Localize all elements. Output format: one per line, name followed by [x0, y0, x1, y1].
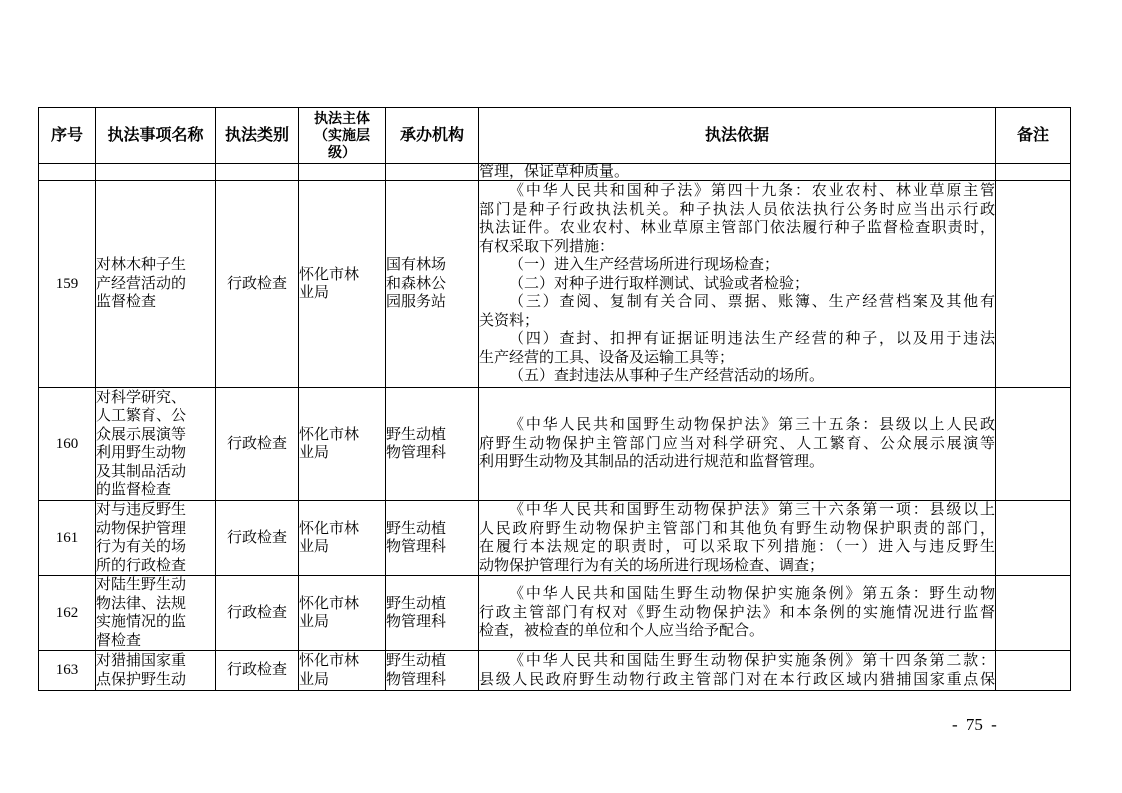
legal-basis-line: 检查，被检查的单位和个人应当给予配合。 [479, 623, 765, 640]
handling-agency-cell [386, 576, 479, 651]
handling-agency-cell [386, 388, 479, 501]
table-row [39, 651, 1071, 691]
header-handling-agency: 承办机构 [386, 108, 479, 164]
enforcement-subject-line: 怀化市林 [299, 595, 360, 612]
handling-agency-line: 物管理科 [386, 539, 447, 555]
enforcement-subject-line: 怀化市林 [299, 426, 360, 443]
header-subject-line: 执法主体 [314, 110, 370, 126]
item-name-line: 及其制品活动 [96, 463, 187, 480]
item-name-cell [96, 651, 216, 691]
legal-basis-line: 府野生动物保护主管部门应当对科学研究、人工繁育、公众展示展演等 [479, 435, 995, 452]
legal-basis-paragraph [479, 585, 995, 641]
remark-cell [996, 576, 1071, 651]
table-row [39, 576, 1071, 651]
item-name-line: 对猎捕国家重 [96, 653, 187, 669]
legal-basis-line: 《中华人民共和国陆生野生动物保护实施条例》第十四条第二款： [509, 653, 995, 669]
handling-agency-cell [386, 164, 479, 181]
legal-basis-cell [479, 576, 996, 651]
header-legal-basis: 执法依据 [479, 108, 996, 164]
item-name-cell [96, 181, 216, 388]
header-subject-line: （实施层 [314, 127, 370, 143]
item-number-cell [39, 181, 96, 388]
legal-basis-cell [479, 651, 996, 691]
enforcement-subject-cell [299, 164, 386, 181]
remark-cell [996, 501, 1071, 576]
handling-agency-line: 野生动植 [386, 595, 447, 612]
item-name-line: 督检查 [96, 632, 142, 649]
handling-agency-line: 野生动植 [386, 426, 447, 443]
handling-agency-line: 物管理科 [386, 671, 447, 688]
item-name-line: 物法律、法规 [96, 595, 187, 612]
item-name-line: 点保护野生动 [96, 671, 187, 688]
table-header [39, 108, 1071, 164]
item-number-cell [39, 501, 96, 576]
item-number: 161 [55, 529, 79, 546]
header-subject-line: 级） [328, 144, 356, 160]
enforcement-subject-line: 怀化市林 [299, 520, 360, 537]
enforcement-items-table [38, 107, 1071, 691]
item-number-cell [39, 576, 96, 651]
item-name-line: 对科学研究、 [96, 389, 187, 406]
item-name-line: 动物保护管理 [96, 520, 187, 537]
handling-agency-line: 国有林场 [386, 257, 447, 274]
enforcement-subject-line: 业局 [299, 671, 330, 688]
header-remark: 备注 [996, 108, 1071, 164]
legal-basis-line: 《中华人民共和国野生动物保护法》第三十六条第一项：县级以上 [509, 502, 995, 518]
item-name-line: 实施情况的监 [96, 614, 187, 630]
item-number: 160 [55, 435, 79, 452]
item-name-cell [96, 164, 216, 181]
legal-basis-paragraph [479, 416, 995, 472]
legal-basis-paragraph [479, 652, 995, 689]
item-name-line: 的监督检查 [96, 482, 172, 498]
enforcement-subject-line: 业局 [299, 614, 330, 630]
handling-agency-cell [386, 501, 479, 576]
legal-basis-paragraph [479, 501, 995, 575]
enforcement-subject-line: 怀化市林 [299, 266, 360, 283]
enforcement-type: 行政检查 [226, 529, 287, 546]
enforcement-subject-cell [299, 576, 386, 651]
legal-basis-line: （一）进入生产经营场所进行现场检查； [509, 257, 780, 274]
header-row [39, 108, 1071, 164]
legal-basis-line: （二）对种子进行取样测试、试验或者检验； [509, 275, 810, 292]
legal-basis-line: 人民政府野生动物保护主管部门和其他负有野生动物保护职责的部门， [479, 520, 995, 537]
legal-basis-line: 执法证件。农业农村、林业草原主管部门依法履行种子监督检查职责时， [479, 220, 995, 237]
remark-cell [996, 164, 1071, 181]
item-name-line: 行为有关的场 [96, 539, 187, 555]
legal-basis-line: （五）查封违法从事种子生产经营活动的场所。 [509, 368, 825, 385]
table-row [39, 181, 1071, 388]
item-number: 162 [55, 604, 79, 621]
enforcement-type-cell [216, 181, 299, 388]
item-number: 159 [55, 275, 79, 292]
legal-basis-line: 利用野生动物及其制品的活动进行规范和监督管理。 [479, 454, 825, 471]
legal-basis-cell [479, 181, 996, 388]
item-name-cell [96, 388, 216, 501]
item-name-line: 人工繁育、公 [96, 408, 187, 424]
enforcement-subject-cell [299, 388, 386, 501]
enforcement-subject-line: 怀化市林 [299, 653, 360, 669]
legal-basis-line: 生产经营的工具、设备及运输工具等； [479, 349, 735, 366]
legal-basis-paragraph [479, 367, 995, 386]
remark-cell [996, 388, 1071, 501]
enforcement-subject-cell [299, 181, 386, 388]
enforcement-type: 行政检查 [226, 435, 287, 452]
item-name-line: 对林木种子生 [96, 257, 187, 274]
legal-basis-paragraph [479, 182, 995, 256]
legal-basis-paragraph [479, 330, 995, 367]
item-number-cell [39, 164, 96, 181]
legal-basis-line: （三）查阅、复制有关合同、票据、账簿、生产经营档案及其他有 [509, 294, 995, 311]
item-number-cell [39, 388, 96, 501]
enforcement-subject-line: 业局 [299, 539, 330, 555]
enforcement-subject-cell [299, 501, 386, 576]
legal-basis-line: 县级人民政府野生动物行政主管部门对在本行政区域内猎捕国家重点保 [479, 671, 995, 688]
enforcement-type-cell [216, 501, 299, 576]
header-number: 序号 [39, 108, 96, 164]
enforcement-subject-line: 业局 [299, 285, 330, 301]
item-name-line: 所的行政检查 [96, 557, 187, 574]
legal-basis-line: 动物保护管理行为有关的场所进行现场检查、调查； [479, 557, 825, 574]
header-item-name: 执法事项名称 [96, 108, 216, 164]
table-row [39, 388, 1071, 501]
enforcement-type: 行政检查 [226, 275, 287, 292]
enforcement-type-cell [216, 388, 299, 501]
handling-agency-line: 野生动植 [386, 520, 447, 537]
handling-agency-cell [386, 181, 479, 388]
legal-basis-cell [479, 164, 996, 181]
legal-basis-paragraph [479, 293, 995, 330]
handling-agency-line: 物管理科 [386, 445, 447, 461]
table-row [39, 164, 1071, 181]
table-row [39, 501, 1071, 576]
enforcement-subject-cell [299, 651, 386, 691]
enforcement-type-cell [216, 164, 299, 181]
legal-basis-line: （四）查封、扣押有证据证明违法生产经营的种子，以及用于违法 [509, 331, 995, 348]
remark-cell [996, 181, 1071, 388]
legal-basis-line: 在履行本法规定的职责时，可以采取下列措施：（一）进入与违反野生 [479, 539, 995, 555]
table-body [39, 164, 1071, 691]
handling-agency-line: 和森林公 [386, 275, 447, 292]
legal-basis-line: 《中华人民共和国野生动物保护法》第三十五条：县级以上人民政 [509, 417, 995, 434]
legal-basis-line: 行政主管部门有权对《野生动物保护法》和本条例的实施情况进行监督 [479, 604, 995, 621]
item-name-line: 监督检查 [96, 294, 157, 311]
legal-basis-line: 部门是种子行政执法机关。种子执法人员依法执行公务时应当出示行政 [479, 201, 995, 218]
legal-basis-cell [479, 388, 996, 501]
item-name-line: 产经营活动的 [96, 275, 187, 292]
enforcement-type-cell [216, 576, 299, 651]
legal-basis-paragraph [479, 275, 995, 294]
handling-agency-line: 园服务站 [386, 294, 447, 311]
item-name-cell [96, 576, 216, 651]
page-number: - 75 - [952, 715, 997, 734]
item-name-line: 利用野生动物 [96, 445, 187, 461]
legal-basis-line: 关资料； [479, 312, 540, 329]
item-number: 163 [55, 662, 79, 679]
item-number-cell [39, 651, 96, 691]
item-name-line: 对与违反野生 [96, 502, 187, 518]
item-name-line: 对陆生野生动 [96, 577, 187, 593]
header-enforcement-subject [299, 108, 386, 164]
enforcement-type: 行政检查 [226, 604, 287, 621]
item-name-cell [96, 501, 216, 576]
item-name-line: 众展示展演等 [96, 426, 187, 443]
handling-agency-line: 野生动植 [386, 653, 447, 669]
legal-basis-line: 《中华人民共和国陆生野生动物保护实施条例》第五条：野生动物 [509, 586, 995, 603]
legal-basis-paragraph [479, 256, 995, 275]
legal-basis-cell [479, 501, 996, 576]
handling-agency-cell [386, 651, 479, 691]
legal-basis-line: 《中华人民共和国种子法》第四十九条：农业农村、林业草原主管 [509, 183, 995, 200]
enforcement-type-cell [216, 651, 299, 691]
handling-agency-line: 物管理科 [386, 614, 447, 630]
legal-basis-line: 管理，保证草种质量。 [479, 164, 630, 180]
header-enforcement-type: 执法类别 [216, 108, 299, 164]
legal-basis-paragraph [479, 164, 995, 180]
remark-cell [996, 651, 1071, 691]
enforcement-type: 行政检查 [226, 662, 287, 679]
legal-basis-line: 有权采取下列措施： [479, 238, 615, 255]
enforcement-subject-line: 业局 [299, 445, 330, 461]
